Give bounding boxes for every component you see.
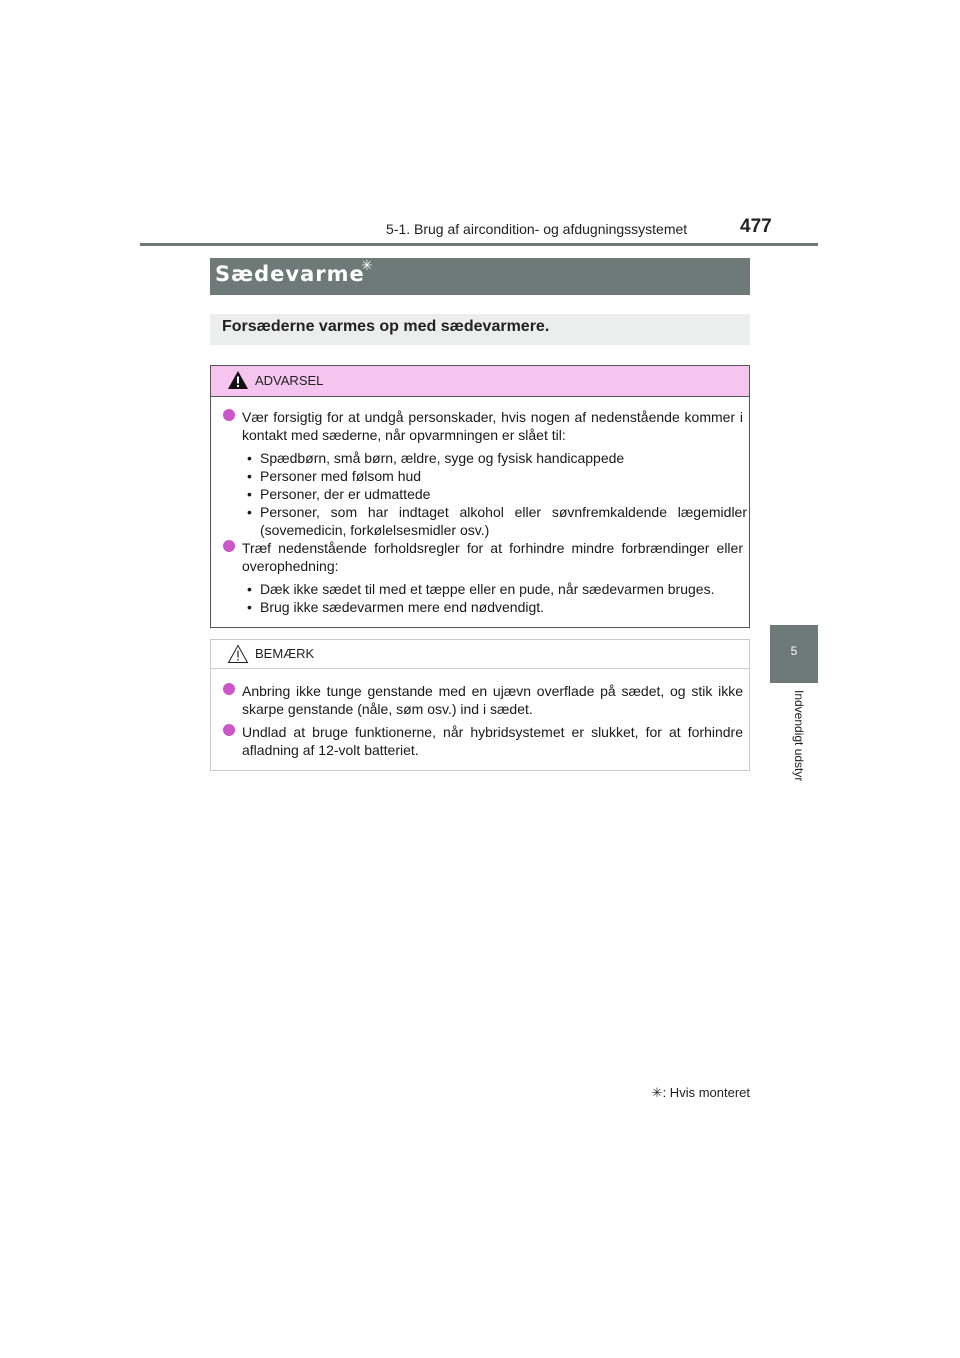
chapter-label: Indvendigt udstyr xyxy=(792,690,806,782)
page-number: 477 xyxy=(740,216,772,237)
footnote xyxy=(610,1085,750,1101)
warning-subitem-text: Personer med følsom hud xyxy=(260,468,422,484)
bullet-icon: • xyxy=(247,468,252,484)
header-rule xyxy=(140,243,818,246)
bullet-dot-icon xyxy=(223,409,235,421)
footnote-text: : Hvis monteret xyxy=(662,1085,750,1100)
warning-item-text: Vær forsigtig for at undgå personskader, hvis nogen af nedenstående kommer i kontakt med sæderne, når opvarmningen er slået til: xyxy=(242,409,743,443)
page-title-bar xyxy=(210,258,750,295)
bullet-icon: • xyxy=(247,486,252,502)
warning-box xyxy=(210,365,750,628)
warning-triangle-outline-icon xyxy=(227,644,249,664)
notice-box xyxy=(210,639,750,771)
warning-subitem-text: Brug ikke sædevarmen mere end nødvendigt. xyxy=(260,599,545,615)
intro-bar xyxy=(210,314,750,345)
warning-subitem-text: Personer, som har indtaget alkohol eller søvnfremkaldende lægemidler (sovemedicin, forkølelsesmidler osv.) xyxy=(260,504,747,538)
warning-subitem-text: Personer, der er udmattede xyxy=(260,486,431,502)
asterisk-icon: ✳ xyxy=(361,258,373,274)
page-title: Sædevarme xyxy=(215,262,365,286)
section-title: 5-1. Brug af aircondition- og afdugningssystemet xyxy=(386,221,688,237)
bullet-icon: • xyxy=(247,581,252,597)
warning-header xyxy=(211,366,749,397)
bullet-dot-icon xyxy=(223,724,235,736)
asterisk-icon: ✳ xyxy=(651,1086,663,1101)
notice-item-text: Anbring ikke tunge genstande med en ujævn overflade på sædet, og stik ikke skarpe genstande (nåle, søm osv.) ind i sædet. xyxy=(242,683,743,717)
bullet-dot-icon xyxy=(223,540,235,552)
bullet-dot-icon xyxy=(223,683,235,695)
warning-item-text: Træf nedenstående forholdsregler for at forhindre mindre forbrændinger eller overophedning: xyxy=(242,540,743,574)
bullet-icon: • xyxy=(247,450,252,466)
intro-text: Forsæderne varmes op med sædevarmere. xyxy=(222,318,550,335)
notice-header xyxy=(211,640,749,669)
bullet-icon: • xyxy=(247,599,252,615)
bullet-icon: • xyxy=(247,504,252,520)
chapter-number: 5 xyxy=(790,644,798,658)
warning-subitem-text: Spædbørn, små børn, ældre, syge og fysisk handicappede xyxy=(260,450,625,466)
notice-title: BEMÆRK xyxy=(255,646,315,661)
warning-subitem-text: Dæk ikke sædet til med et tæppe eller en pude, når sædevarmen bruges. xyxy=(260,581,715,597)
notice-item-text: Undlad at bruge funktionerne, når hybridsystemet er slukket, for at forhindre afladning af 12-volt batteriet. xyxy=(242,724,743,758)
warning-title: ADVARSEL xyxy=(255,373,324,388)
warning-triangle-filled-icon xyxy=(227,370,249,390)
